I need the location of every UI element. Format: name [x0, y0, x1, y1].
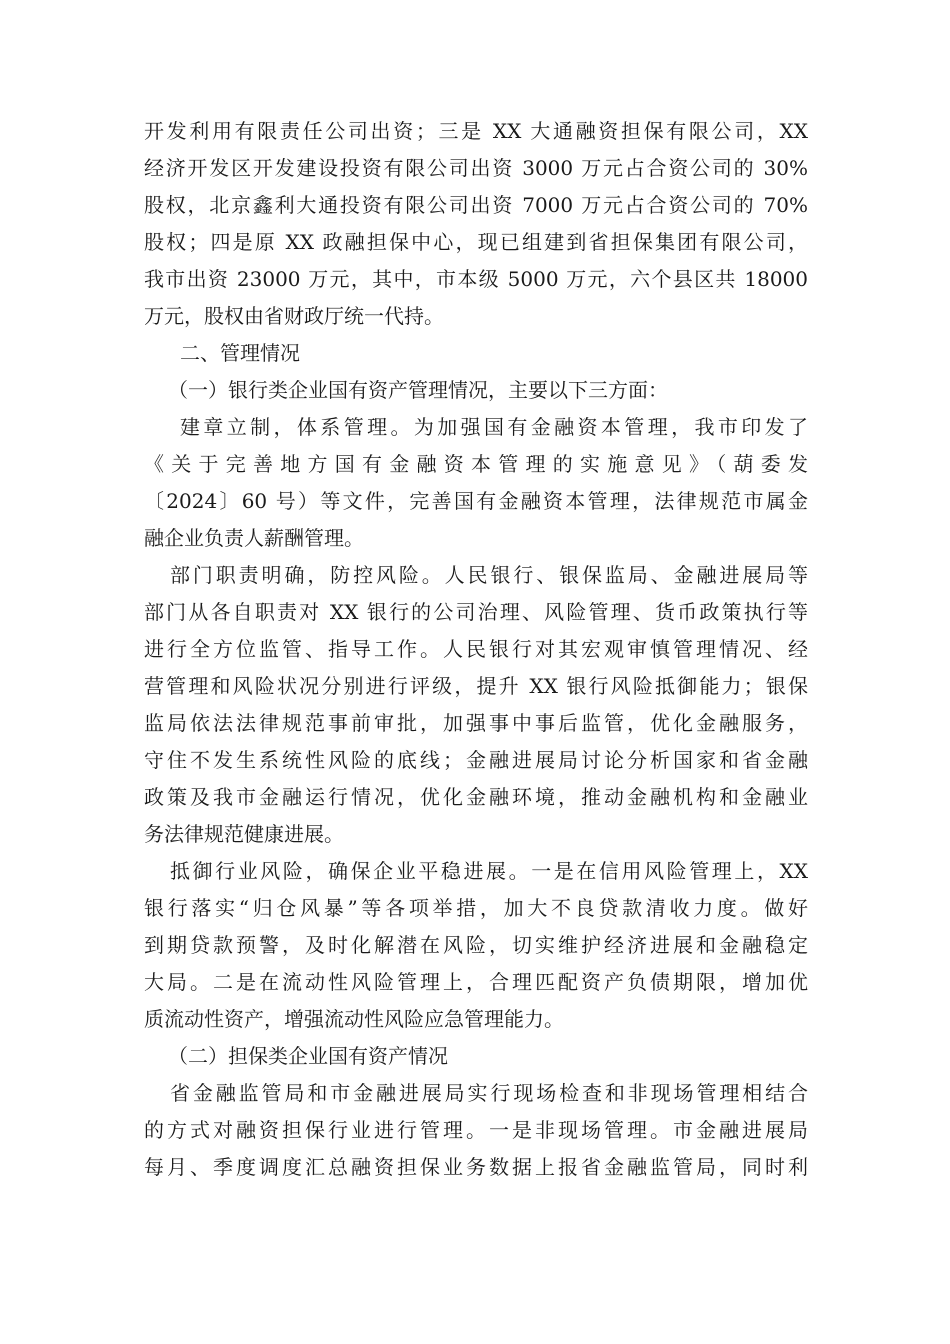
text-line: 监局依法法律规范事前审批，加强事中事后监管，优化金融服务，: [144, 711, 808, 735]
document-page: [144, 113, 808, 1186]
text-line: 进行全方位监管、指导工作。人民银行对其宏观审慎管理情况、经: [144, 637, 808, 661]
text-line: 每月、季度调度汇总融资担保业务数据上报省金融监管局，同时利: [144, 1155, 808, 1179]
text-line: 融企业负责人薪酬管理。: [144, 526, 364, 550]
text-line: 万元，股权由省财政厅统一代持。: [144, 304, 444, 328]
text-line: 开发利用有限责任公司出资；三是 XX 大通融资担保有限公司，XX: [144, 119, 808, 143]
subsection-heading: （一）银行类企业国有资产管理情况，主要以下三方面：: [168, 378, 668, 402]
text-line: 《关于完善地方国有金融资本管理的实施意见》（葫委发: [144, 452, 808, 476]
text-line: 省金融监管局和市金融进展局实行现场检查和非现场管理相结合: [170, 1081, 808, 1105]
text-line: 的方式对融资担保行业进行管理。一是非现场管理。市金融进展局: [144, 1118, 808, 1142]
text-line: 我市出资 23000 万元，其中，市本级 5000 万元，六个县区共 18000: [144, 267, 808, 291]
text-line: 部门职责明确，防控风险。人民银行、银保监局、金融进展局等: [170, 563, 808, 587]
text-line: 到期贷款预警，及时化解潜在风险，切实维护经济进展和金融稳定: [144, 933, 808, 957]
text-line: 经济开发区开发建设投资有限公司出资 3000 万元占合资公司的 30%: [144, 156, 808, 180]
text-line: 股权，北京鑫利大通投资有限公司出资 7000 万元占合资公司的 70%: [144, 193, 808, 217]
text-line: 务法律规范健康进展。: [144, 822, 344, 846]
text-line: 建章立制，体系管理。为加强国有金融资本管理，我市印发了: [180, 415, 808, 439]
text-line: 部门从各自职责对 XX 银行的公司治理、风险管理、货币政策执行等: [144, 600, 808, 624]
text-line: 银行落实“归仓风暴”等各项举措，加大不良贷款清收力度。做好: [144, 896, 808, 920]
text-line: 营管理和风险状况分别进行评级，提升 XX 银行风险抵御能力；银保: [144, 674, 808, 698]
text-line: 政策及我市金融运行情况，优化金融环境，推动金融机构和金融业: [144, 785, 808, 809]
text-line: 抵御行业风险，确保企业平稳进展。一是在信用风险管理上，XX: [170, 859, 808, 883]
text-line: 股权；四是原 XX 政融担保中心，现已组建到省担保集团有限公司，: [144, 230, 808, 254]
subsection-heading: （二）担保类企业国有资产情况: [168, 1044, 448, 1068]
text-line: 大局。二是在流动性风险管理上，合理匹配资产负债期限，增加优: [144, 970, 808, 994]
section-heading: 二、管理情况: [180, 341, 300, 365]
text-line: 〔2024〕60 号）等文件，完善国有金融资本管理，法律规范市属金: [144, 489, 808, 513]
text-line: 质流动性资产，增强流动性风险应急管理能力。: [144, 1007, 564, 1031]
text-line: 守住不发生系统性风险的底线；金融进展局讨论分析国家和省金融: [144, 748, 808, 772]
